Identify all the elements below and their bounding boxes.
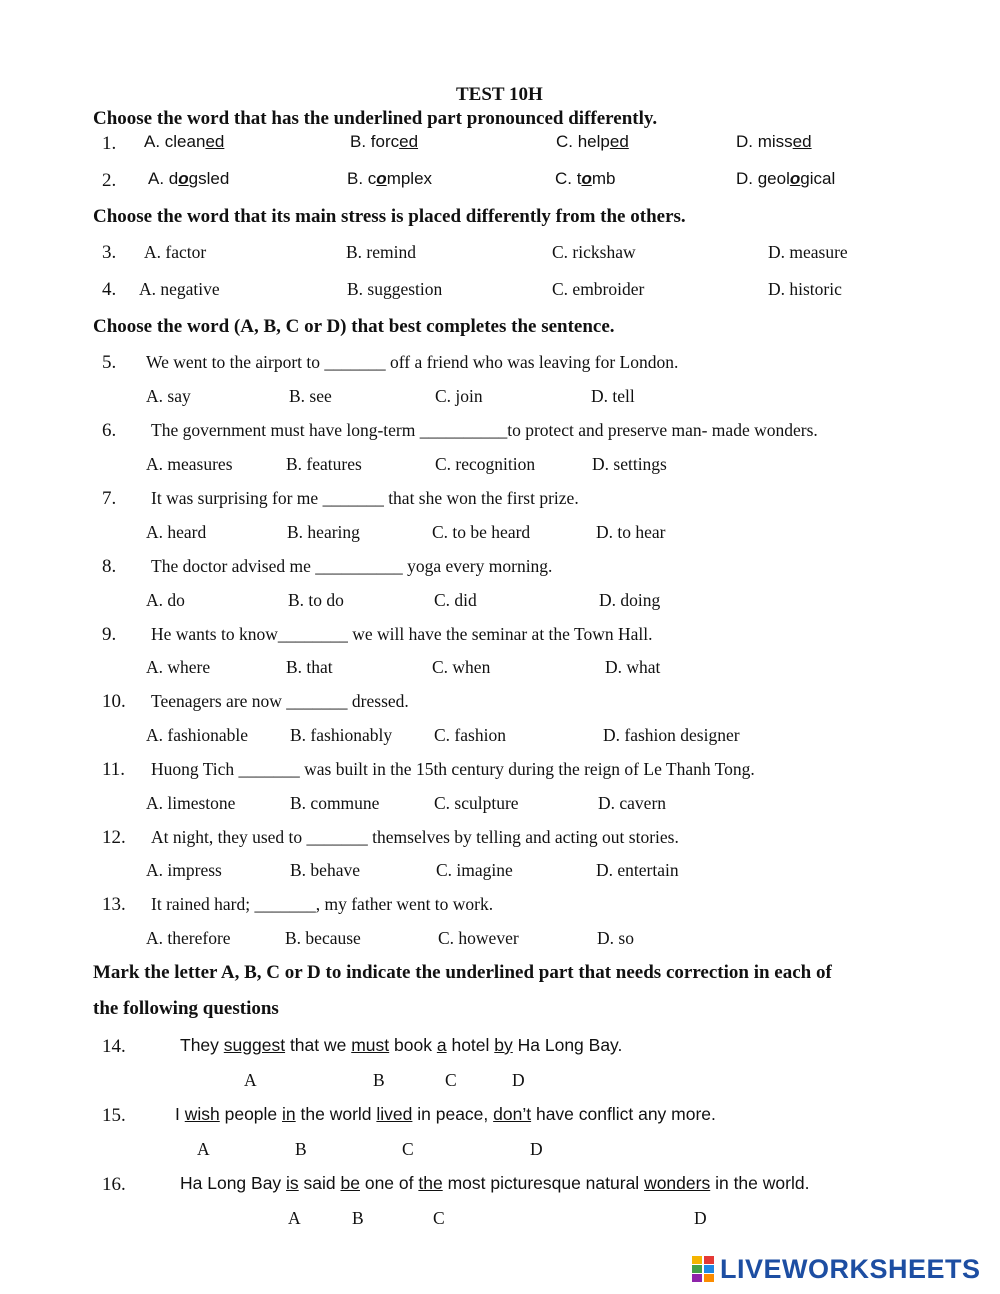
- section-heading-completion: Choose the word (A, B, C or D) that best completes the sentence.: [93, 316, 615, 337]
- question-stem: The government must have long-term __________to protect and preserve man- made wonders.: [151, 420, 818, 440]
- option-b[interactable]: B. because: [285, 928, 361, 948]
- question-number: 1.: [102, 133, 117, 154]
- option-c[interactable]: C. to be heard: [432, 522, 531, 542]
- question-stem: Huong Tich _______ was built in the 15th century during the reign of Le Thanh Tong.: [151, 759, 755, 779]
- option-b[interactable]: B. that: [286, 657, 333, 677]
- option-c[interactable]: C. sculpture: [434, 793, 519, 813]
- option-d[interactable]: D. settings: [592, 454, 667, 474]
- letter-b[interactable]: B: [295, 1139, 307, 1159]
- question-number: 16.: [102, 1174, 126, 1195]
- question-number: 3.: [102, 242, 117, 263]
- option-a[interactable]: A. measures: [146, 454, 233, 474]
- option-d[interactable]: D. geological: [736, 169, 836, 188]
- option-c[interactable]: C. embroider: [552, 279, 645, 299]
- question-stem: He wants to know________ we will have the seminar at the Town Hall.: [151, 624, 653, 644]
- logo-text: LIVEWORKSHEETS: [720, 1253, 981, 1284]
- option-d[interactable]: D. tell: [591, 386, 635, 406]
- question-stem: At night, they used to _______ themselves by telling and acting out stories.: [151, 827, 679, 847]
- option-b[interactable]: B. forced: [350, 132, 419, 151]
- letter-d[interactable]: D: [694, 1208, 707, 1228]
- option-c[interactable]: C. tomb: [555, 169, 616, 188]
- letter-a[interactable]: A: [288, 1208, 301, 1228]
- option-a[interactable]: A. heard: [146, 522, 207, 542]
- section-heading-error-correction-cont: the following questions: [93, 998, 279, 1019]
- option-c[interactable]: C. however: [438, 928, 519, 948]
- question-stem: I wish people in the world lived in peace, don’t have conflict any more.: [175, 1104, 716, 1124]
- option-c[interactable]: C. helped: [556, 132, 629, 151]
- option-d[interactable]: D. measure: [768, 242, 848, 262]
- question-number: 12.: [102, 827, 126, 848]
- option-a[interactable]: A. where: [146, 657, 211, 677]
- option-b[interactable]: B. commune: [290, 793, 380, 813]
- section-heading-error-correction: Mark the letter A, B, C or D to indicate the underlined part that needs correction in each of: [93, 962, 832, 983]
- question-number: 15.: [102, 1105, 126, 1126]
- option-b[interactable]: B. fashionably: [290, 725, 393, 745]
- question-number: 5.: [102, 352, 117, 373]
- question-number: 2.: [102, 170, 117, 191]
- page-title: TEST 10H: [456, 84, 543, 105]
- question-stem: It rained hard; _______, my father went to work.: [151, 894, 494, 914]
- option-c[interactable]: C. imagine: [436, 860, 513, 880]
- section-heading-stress: Choose the word that its main stress is placed differently from the others.: [93, 206, 686, 227]
- option-b[interactable]: B. features: [286, 454, 362, 474]
- letter-b[interactable]: B: [373, 1070, 385, 1090]
- question-stem: The doctor advised me __________ yoga every morning.: [151, 556, 553, 576]
- question-number: 11.: [102, 759, 126, 780]
- option-c[interactable]: C. join: [435, 386, 483, 406]
- option-d[interactable]: D. what: [605, 657, 661, 677]
- option-d[interactable]: D. cavern: [598, 793, 667, 813]
- option-d[interactable]: D. entertain: [596, 860, 679, 880]
- question-stem: Ha Long Bay is said be one of the most picturesque natural wonders in the world.: [180, 1173, 810, 1193]
- option-d[interactable]: D. historic: [768, 279, 842, 299]
- option-d[interactable]: D. to hear: [596, 522, 666, 542]
- option-a[interactable]: A. say: [146, 386, 191, 406]
- option-c[interactable]: C. rickshaw: [552, 242, 636, 262]
- option-a[interactable]: A. factor: [144, 242, 207, 262]
- letter-d[interactable]: D: [530, 1139, 543, 1159]
- option-b[interactable]: B. suggestion: [347, 279, 443, 299]
- question-stem: Teenagers are now _______ dressed.: [151, 691, 409, 711]
- option-b[interactable]: B. complex: [347, 169, 433, 188]
- option-d[interactable]: D. doing: [599, 590, 661, 610]
- option-a[interactable]: A. therefore: [146, 928, 231, 948]
- question-number: 10.: [102, 691, 126, 712]
- question-number: 7.: [102, 488, 117, 509]
- question-number: 4.: [102, 279, 117, 300]
- option-c[interactable]: C. fashion: [434, 725, 506, 745]
- option-b[interactable]: B. behave: [290, 860, 360, 880]
- option-a[interactable]: A. impress: [146, 860, 222, 880]
- option-a[interactable]: A. fashionable: [146, 725, 249, 745]
- question-stem: We went to the airport to _______ off a friend who was leaving for London.: [146, 352, 679, 372]
- question-stem: They suggest that we must book a hotel by Ha Long Bay.: [180, 1035, 623, 1055]
- option-c[interactable]: C. did: [434, 590, 477, 610]
- letter-c[interactable]: C: [433, 1208, 445, 1228]
- option-a[interactable]: A. limestone: [146, 793, 236, 813]
- letter-b[interactable]: B: [352, 1208, 364, 1228]
- question-number: 6.: [102, 420, 117, 441]
- option-a[interactable]: A. do: [146, 590, 185, 610]
- letter-c[interactable]: C: [402, 1139, 414, 1159]
- letter-a[interactable]: A: [244, 1070, 257, 1090]
- option-d[interactable]: D. missed: [736, 132, 812, 151]
- letter-d[interactable]: D: [512, 1070, 525, 1090]
- option-a[interactable]: A. dogsled: [148, 169, 230, 188]
- question-stem: It was surprising for me _______ that she won the first prize.: [151, 488, 579, 508]
- option-b[interactable]: B. see: [289, 386, 332, 406]
- option-b[interactable]: B. hearing: [287, 522, 360, 542]
- section-heading-pronunciation: Choose the word that has the underlined part pronounced differently.: [93, 108, 658, 129]
- option-c[interactable]: C. when: [432, 657, 491, 677]
- question-number: 13.: [102, 894, 126, 915]
- question-number: 9.: [102, 624, 117, 645]
- question-number: 8.: [102, 556, 117, 577]
- option-c[interactable]: C. recognition: [435, 454, 536, 474]
- option-d[interactable]: D. so: [597, 928, 634, 948]
- question-number: 14.: [102, 1036, 126, 1057]
- option-b[interactable]: B. to do: [288, 590, 344, 610]
- liveworksheets-logo: [692, 1254, 981, 1284]
- option-a[interactable]: A. cleaned: [144, 132, 225, 151]
- logo-blocks-icon: [692, 1256, 714, 1282]
- letter-a[interactable]: A: [197, 1139, 210, 1159]
- option-a[interactable]: A. negative: [139, 279, 220, 299]
- option-b[interactable]: B. remind: [346, 242, 416, 262]
- option-d[interactable]: D. fashion designer: [603, 725, 740, 745]
- letter-c[interactable]: C: [445, 1070, 457, 1090]
